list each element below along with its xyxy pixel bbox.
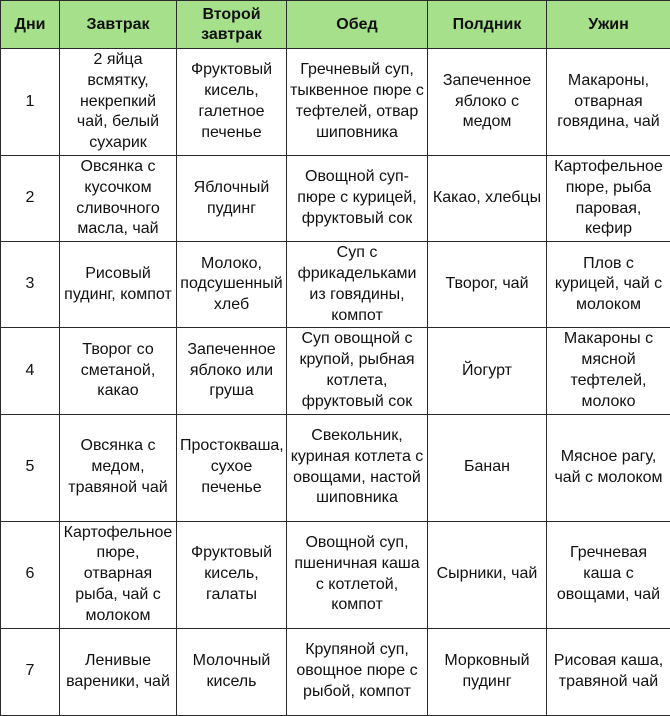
day-cell: 6 <box>1 521 60 628</box>
second-breakfast-cell: Яблочный пудинг <box>177 155 287 241</box>
table-row <box>1 414 670 521</box>
header-breakfast: Завтрак <box>60 1 177 49</box>
table-header-row <box>1 1 670 49</box>
day-cell: 7 <box>1 628 60 715</box>
table-row <box>1 242 670 328</box>
header-dinner: Ужин <box>547 1 670 49</box>
snack-cell: Йогурт <box>428 328 547 414</box>
header-days: Дни <box>1 1 60 49</box>
second-breakfast-cell: Молоко, подсушенный хлеб <box>177 242 287 328</box>
header-second-breakfast: Второй завтрак <box>177 1 287 49</box>
day-cell: 3 <box>1 242 60 328</box>
table-row <box>1 49 670 156</box>
snack-cell: Банан <box>428 414 547 521</box>
lunch-cell: Суп с фрикадельками из говядины, компот <box>287 242 428 328</box>
lunch-cell: Крупяной суп, овощное пюре с рыбой, компот <box>287 628 428 715</box>
breakfast-cell: Овсянка с медом, травяной чай <box>60 414 177 521</box>
snack-cell: Какао, хлебцы <box>428 155 547 241</box>
lunch-cell: Суп овощной с крупой, рыбная котлета, фруктовый сок <box>287 328 428 414</box>
snack-cell: Запеченное яблоко с медом <box>428 49 547 156</box>
second-breakfast-cell: Молочный кисель <box>177 628 287 715</box>
dinner-cell: Макароны, отварная говядина, чай <box>547 49 670 156</box>
lunch-cell: Овощной суп-пюре с курицей, фруктовый сок <box>287 155 428 241</box>
breakfast-cell: Ленивые вареники, чай <box>60 628 177 715</box>
breakfast-cell: Рисовый пудинг, компот <box>60 242 177 328</box>
breakfast-cell: Картофельное пюре, отварная рыба, чай с молоком <box>60 521 177 628</box>
dinner-cell: Рисовая каша, травяной чай <box>547 628 670 715</box>
lunch-cell: Гречневый суп, тыквенное пюре с тефтелей, отвар шиповника <box>287 49 428 156</box>
dinner-cell: Гречневая каша с овощами, чай <box>547 521 670 628</box>
day-cell: 4 <box>1 328 60 414</box>
table-row <box>1 155 670 241</box>
snack-cell: Творог, чай <box>428 242 547 328</box>
day-cell: 5 <box>1 414 60 521</box>
table-row <box>1 628 670 715</box>
snack-cell: Морковный пудинг <box>428 628 547 715</box>
snack-cell: Сырники, чай <box>428 521 547 628</box>
second-breakfast-cell: Простокваша, сухое печенье <box>177 414 287 521</box>
breakfast-cell: 2 яйца всмятку, некрепкий чай, белый сухарик <box>60 49 177 156</box>
breakfast-cell: Творог со сметаной, какао <box>60 328 177 414</box>
dinner-cell: Плов с курицей, чай с молоком <box>547 242 670 328</box>
dinner-cell: Макароны с мясной тефтелей, молоко <box>547 328 670 414</box>
header-lunch: Обед <box>287 1 428 49</box>
lunch-cell: Овощной суп, пшеничная каша с котлетой, компот <box>287 521 428 628</box>
second-breakfast-cell: Фруктовый кисель, галетное печенье <box>177 49 287 156</box>
dinner-cell: Картофельное пюре, рыба паровая, кефир <box>547 155 670 241</box>
dinner-cell: Мясное рагу, чай с молоком <box>547 414 670 521</box>
breakfast-cell: Овсянка с кусочком сливочного масла, чай <box>60 155 177 241</box>
table-row <box>1 328 670 414</box>
day-cell: 2 <box>1 155 60 241</box>
day-cell: 1 <box>1 49 60 156</box>
table-row <box>1 521 670 628</box>
second-breakfast-cell: Фруктовый кисель, галаты <box>177 521 287 628</box>
header-snack: Полдник <box>428 1 547 49</box>
second-breakfast-cell: Запеченное яблоко или груша <box>177 328 287 414</box>
lunch-cell: Свекольник, куриная котлета с овощами, настой шиповника <box>287 414 428 521</box>
